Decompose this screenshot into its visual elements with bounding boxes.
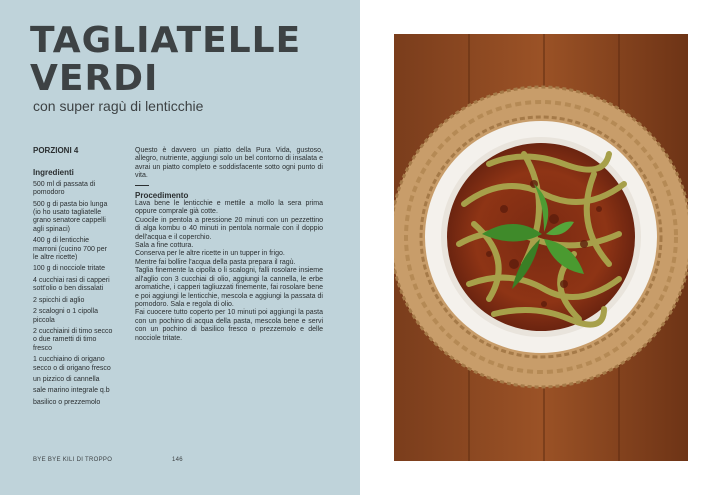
servings-label: PORZIONI 4 — [33, 146, 79, 155]
procedure-step: Taglia finemente la cipolla o li scalogni, falli rosolare insieme all'aglio con 3 cucchiai di olio, aggiungi la cannella, le erbe aromatiche, i capperi tagliuzzati finemente, fai rosolare bene e poi aggiungi le lenticchie, mescola e aggiungi la passata di pomodoro. Sala e regola di olio. — [135, 267, 323, 308]
title-line-2: VERDI — [30, 58, 159, 99]
divider — [135, 185, 149, 186]
ingredients-column — [33, 147, 113, 410]
recipe-title — [30, 22, 301, 98]
procedure-step: Cuocile in pentola a pressione 20 minuti con un pezzettino di alga kombu o 40 minuti in pentola normale con il doppio dell'acqua e il coperchio. — [135, 216, 323, 241]
procedure-step: Lava bene le lenticchie e mettile a mollo la sera prima oppure comprale già cotte. — [135, 200, 323, 216]
ingredient-item: 2 cucchiaini di timo secco o due rametti di timo fresco — [33, 327, 113, 352]
ingredient-item: 2 scalogni o 1 cipolla piccola — [33, 308, 98, 324]
footer-book-title: BYE BYE KILI DI TROPPO — [33, 457, 113, 463]
page-number: 146 — [172, 457, 183, 463]
procedure-step: Conserva per le altre ricette in un tupper in frigo. — [135, 250, 285, 258]
ingredients-heading: Ingredienti — [33, 168, 74, 178]
recipe-photo — [394, 34, 688, 461]
method-column — [135, 147, 323, 343]
ingredient-item: un pizzico di cannella — [33, 375, 100, 383]
ingredient-item: 500 ml di passata di pomodoro — [33, 180, 96, 197]
procedure-step: Fai cuocere tutto coperto per 10 minuti poi aggiungi la pasta con un pochino di acqua della pasta, mescola bene e servi con un pochino di basilico fresco o prezzemolo e delle nocciole tritate. — [135, 309, 323, 342]
ingredient-item: 400 g di lenticchie marroni (cucino 700 per le altre ricette) — [33, 237, 107, 262]
title-line-1: TAGLIATELLE — [30, 20, 302, 61]
procedure-step: Mentre fai bollire l'acqua della pasta prepara il ragù. — [135, 258, 296, 266]
ingredient-item: 2 spicchi di aglio — [33, 296, 85, 304]
recipe-subtitle: con super ragù di lenticchie — [33, 98, 204, 114]
ingredient-item: 1 cucchiaino di origano secco o di origano fresco — [33, 356, 111, 372]
ingredient-item: 500 g di pasta bio lunga (io ho usato tagliatelle grano senatore cappelli agli spinaci) — [33, 200, 108, 233]
ingredient-item: 100 g di nocciole tritate — [33, 265, 105, 273]
ingredient-item: sale marino integrale q.b — [33, 387, 110, 395]
procedure-step: Sala a fine cottura. — [135, 242, 194, 250]
recipe-intro: Questo è davvero un piatto della Pura Vida, gustoso, allegro, nutriente, aggiungi solo un bel contorno di insalata e avrai un piatto completo e soddisfacente sotto ogni punto di vita. — [135, 147, 323, 180]
ingredient-item: basilico o prezzemolo — [33, 398, 101, 406]
procedure-heading: Procedimento — [135, 190, 189, 200]
ingredient-item: 4 cucchiai rasi di capperi sott'olio o ben dissalati — [33, 276, 110, 293]
